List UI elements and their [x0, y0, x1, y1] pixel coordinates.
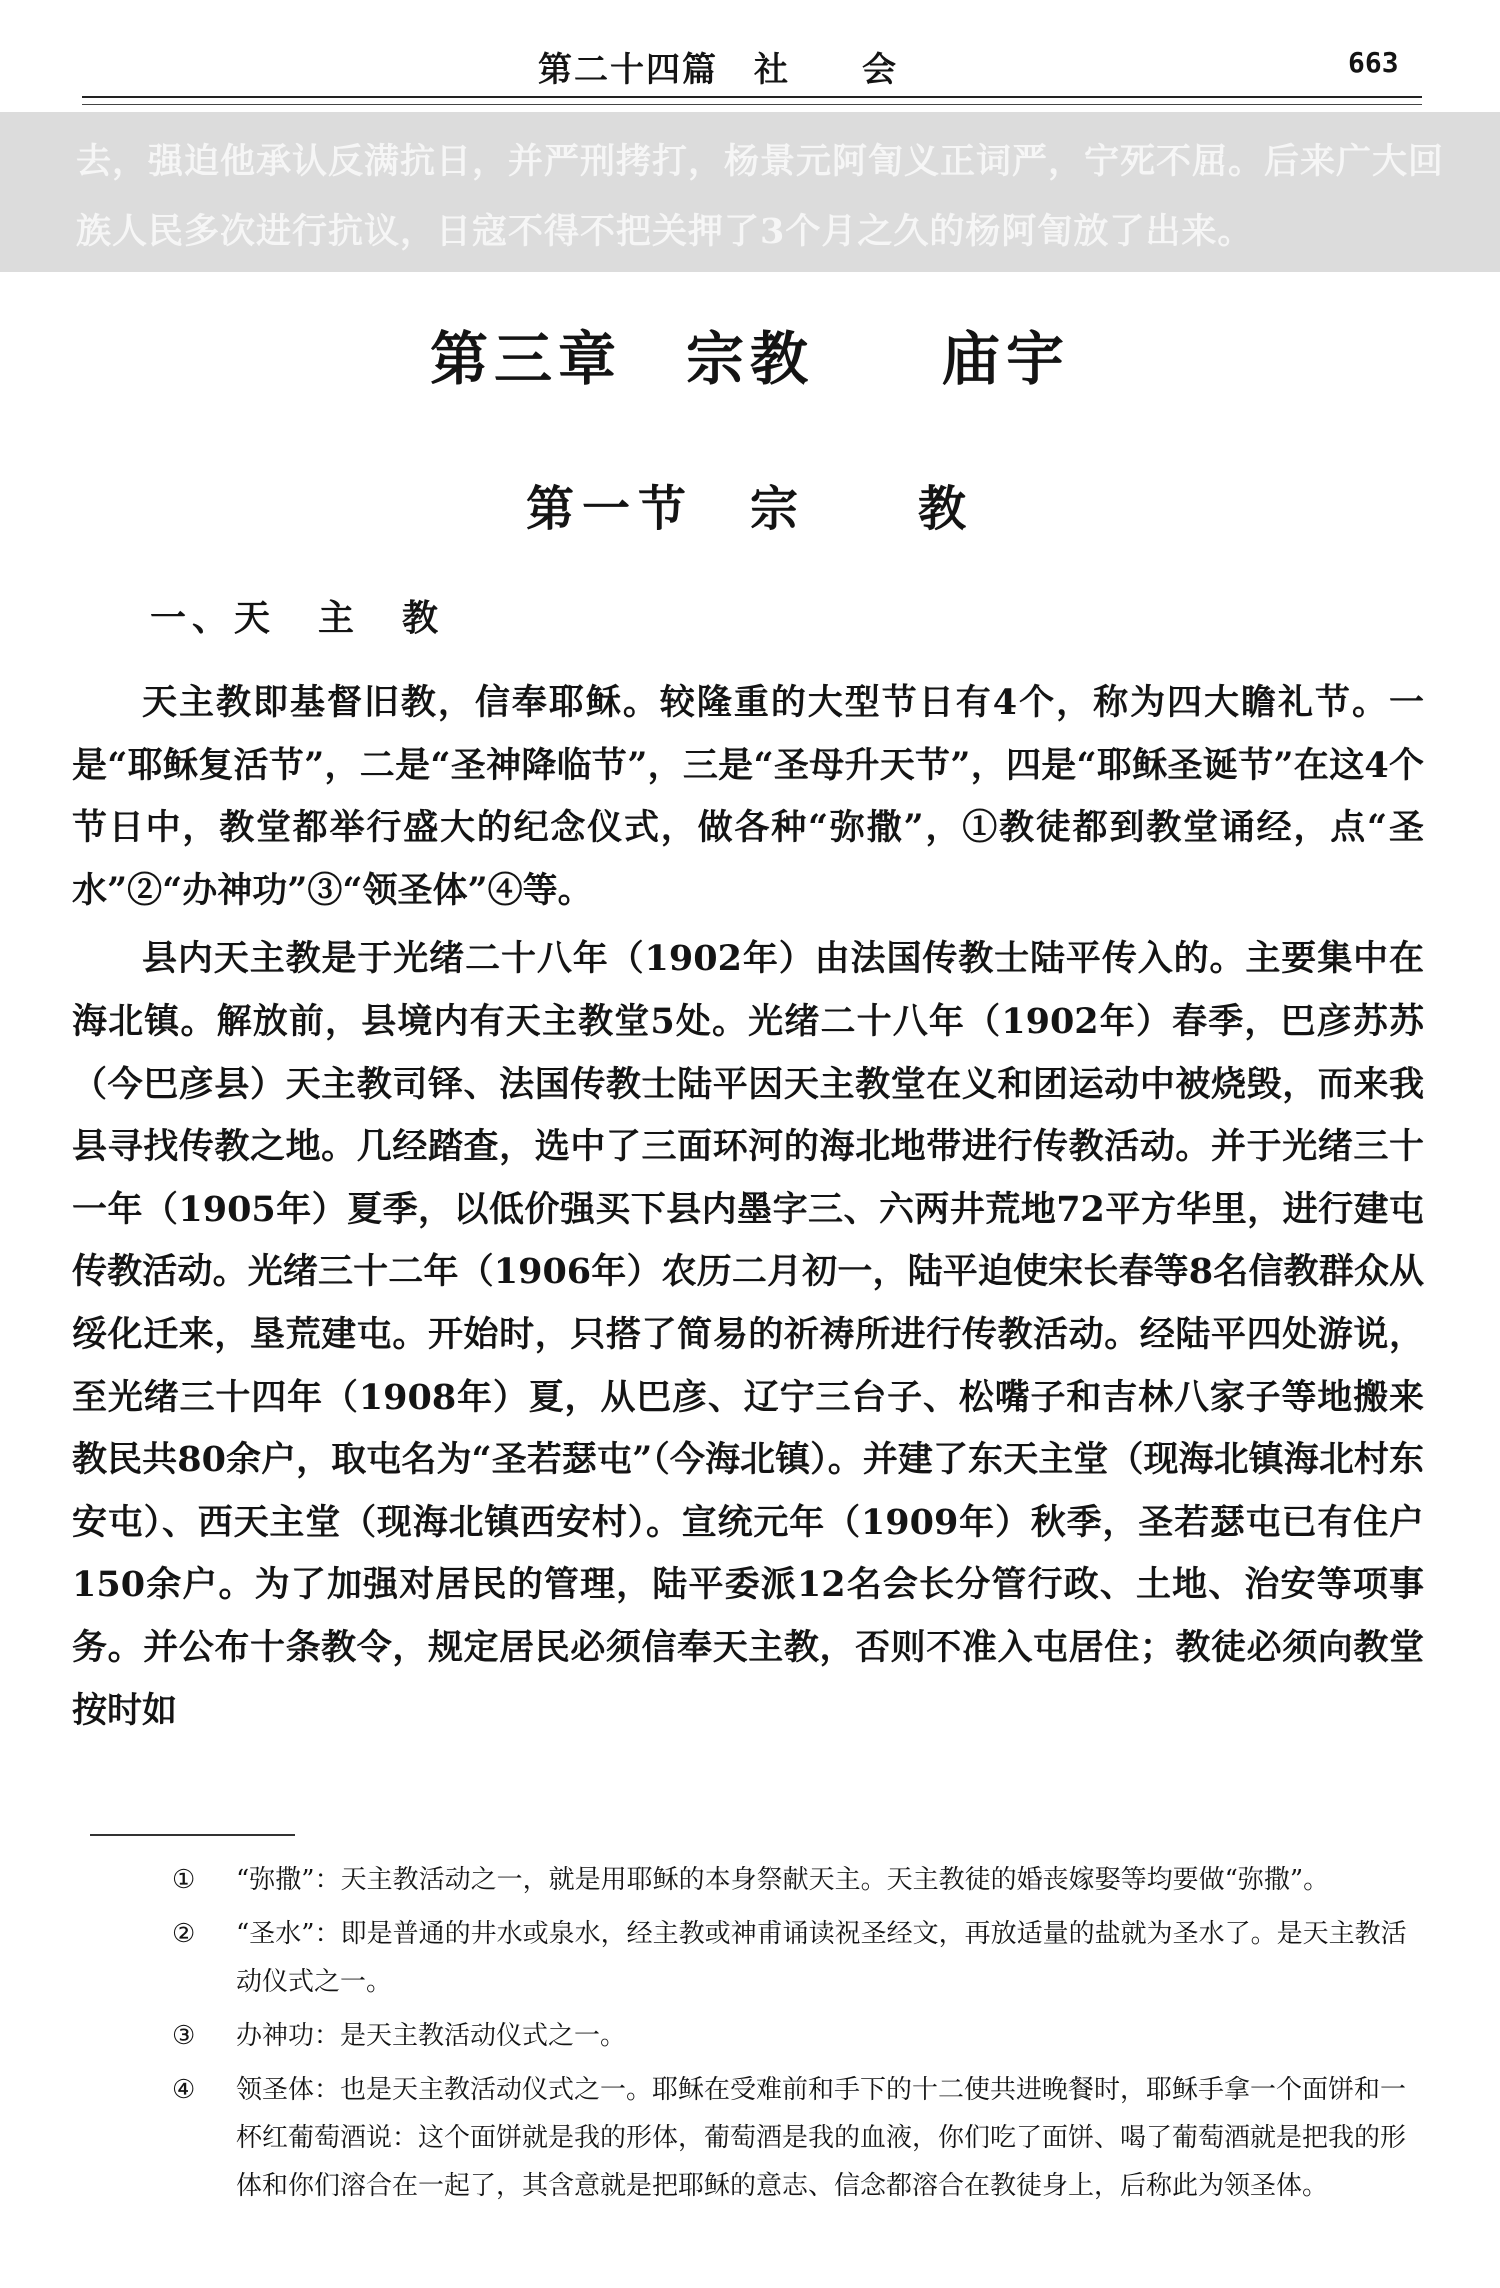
- footnote: [172, 2066, 1424, 2210]
- paragraph: 县内天主教是于光绪二十八年（1902年）由法国传教士陆平传入的。主要集中在海北镇。解放前，县境内有天主教堂5处。光绪二十八年（1902年）春季，巴彦苏苏（今巴彦县）天主教司铎、法国传教士陆平因天主教堂在义和团运动中被烧毁，而来我县寻找传教之地。几经踏查，选中了三面环河的海北地带进行传教活动。并于光绪三十一年（1905年）夏季，以低价强买下县内墨字三、六两井荒地72平方华里，进行建屯传教活动。光绪三十二年（1906年）农历二月初一，陆平迫使宋长春等8名信教群众从绥化迁来，垦荒建屯。开始时，只搭了简易的祈祷所进行传教活动。经陆平四处游说，至光绪三十四年（1908年）夏，从巴彦、辽宁三台子、松嘴子和吉林八家子等地搬来教民共80余户，取屯名为“圣若瑟屯”（今海北镇）。并建了东天主堂（现海北镇海北村东安屯）、西天主堂（现海北镇西安村）。宣统元年（1909年）秋季，圣若瑟屯已有住户150余户。为了加强对居民的管理，陆平委派12名会长分管行政、土地、治安等项事务。并公布十条教令，规定居民必须信奉天主教，否则不准入屯居住；教徒必须向教堂按时如: [72, 938, 1424, 1731]
- header-rule: [82, 96, 1422, 98]
- footnote-mark: ④: [172, 2075, 196, 2105]
- banner-line-1: 去，强迫他承认反满抗日，并严刑拷打，杨景元阿訇义正词严，宁死不屈。后来广大回: [76, 141, 1445, 182]
- footnote-mark: ③: [172, 2021, 196, 2051]
- header-rule-thin: [82, 104, 1422, 105]
- running-header: [0, 38, 1500, 88]
- page-number: 663: [1348, 46, 1399, 79]
- section-title: 第一节 宗 教: [525, 481, 974, 537]
- footnote-mark: ②: [172, 1919, 196, 1949]
- footnote-text: 办神功：是天主教活动仪式之一。: [236, 2021, 627, 2051]
- banner-line-2: 族人民多次进行抗议，日寇不得不把关押了3个月之久的杨阿訇放了出来。: [76, 211, 1254, 252]
- footnote: [172, 2012, 1424, 2060]
- chapter-title: 第三章 宗教 庙宇: [429, 325, 1070, 393]
- footnote-rule: [90, 1834, 295, 1836]
- footnote-mark: ①: [172, 1865, 196, 1895]
- faded-continuation-banner: [0, 112, 1500, 272]
- footnote-text: “弥撒”：天主教活动之一，就是用耶稣的本身祭献天主。天主教徒的婚丧嫁娶等均要做“弥撒”。: [236, 1865, 1330, 1895]
- footnote-text: “圣水”：即是普通的井水或泉水，经主教或神甫诵读祝圣经文，再放适量的盐就为圣水了。是天主教活动仪式之一。: [236, 1919, 1407, 1997]
- body-text: [72, 672, 1424, 1748]
- footnotes: [172, 1856, 1424, 2216]
- paragraph: 天主教即基督旧教，信奉耶稣。较隆重的大型节日有4个，称为四大瞻礼节。一是“耶稣复活节”，二是“圣神降临节”，三是“圣母升天节”，四是“耶稣圣诞节”在这4个节日中，教堂都举行盛大的纪念仪式，做各种“弥撒”，①教徒都到教堂诵经，点“圣水”②“办神功”③“领圣体”④等。: [72, 682, 1424, 911]
- footnote-text: 领圣体：也是天主教活动仪式之一。耶稣在受难前和手下的十二使共进晚餐时，耶稣手拿一个面饼和一杯红葡萄酒说：这个面饼就是我的形体，葡萄酒是我的血液，你们吃了面饼、喝了葡萄酒就是把我的形体和你们溶合在一起了，其含意就是把耶稣的意志、信念都溶合在教徒身上，后称此为领圣体。: [236, 2075, 1407, 2201]
- footnote: [172, 1910, 1424, 2006]
- running-title: 第二十四篇 社 会: [538, 50, 898, 90]
- footnote: [172, 1856, 1424, 1904]
- subsection-heading: 一、天 主 教: [150, 597, 445, 639]
